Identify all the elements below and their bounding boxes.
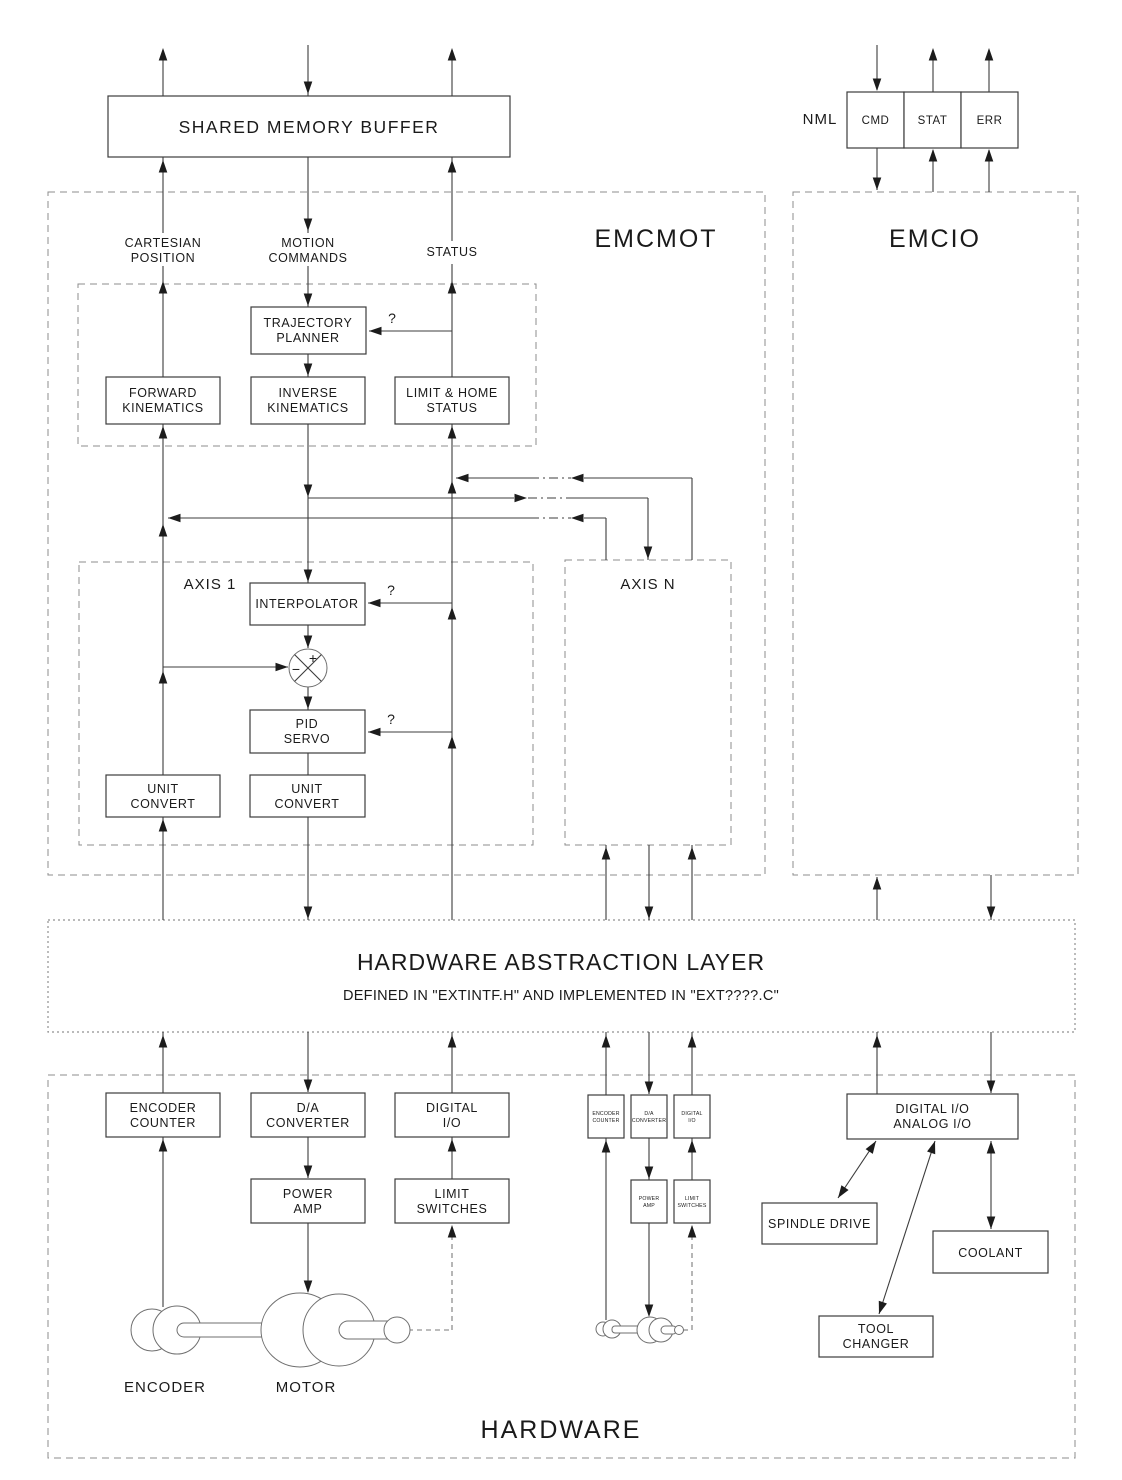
power-amp-box	[251, 1179, 365, 1223]
encoder-motor-drawing	[131, 1293, 410, 1367]
axis1-title: AXIS 1	[183, 576, 237, 593]
power-amp-small-label: AMP	[643, 1203, 655, 1209]
summing-junction	[289, 649, 327, 687]
status-label: STATUS	[426, 245, 478, 259]
digital-analog-io-label: ANALOG I/O	[893, 1117, 972, 1131]
hal-region	[48, 920, 1075, 1032]
unit-convert-label: CONVERT	[274, 797, 340, 811]
emcio-region	[793, 192, 1078, 875]
motion-commands-label: MOTION	[281, 236, 335, 250]
question-mark: ?	[387, 711, 395, 727]
encoder-counter-label: COUNTER	[129, 1116, 197, 1130]
power-amp-label: POWER	[282, 1187, 334, 1201]
digital-io-box	[395, 1093, 509, 1137]
unit-convert-label: CONVERT	[130, 797, 196, 811]
coolant-label: COOLANT	[958, 1246, 1023, 1260]
motor-caption: MOTOR	[275, 1379, 337, 1396]
encoder-counter-box	[106, 1093, 220, 1137]
interpolator-label: INTERPOLATOR	[255, 597, 359, 611]
limit-switches-label: SWITCHES	[416, 1202, 488, 1216]
limit-switches-small-label: SWITCHES	[677, 1203, 707, 1209]
limit-switches-label: LIMIT	[434, 1187, 470, 1201]
pid-servo-label: PID	[295, 717, 319, 731]
motor-shaft-end-icon	[675, 1326, 684, 1335]
axisn-region	[565, 560, 731, 845]
digital-io-label: I/O	[442, 1116, 462, 1130]
dash-dot-segments	[528, 478, 571, 518]
limit-switches-small-label: LIMIT	[684, 1196, 700, 1202]
limit-switches-box	[395, 1179, 509, 1223]
encoder-counter-small-label: COUNTER	[592, 1118, 620, 1124]
question-mark: ?	[388, 310, 396, 326]
nml-label: NML	[802, 111, 838, 128]
tool-changer-label: TOOL	[857, 1322, 895, 1336]
emcio-title: EMCIO	[889, 225, 981, 253]
digital-io-small-label: DIGITAL	[681, 1111, 703, 1117]
encoder-counter-label: ENCODER	[129, 1101, 197, 1115]
motor-shaft-end-icon	[384, 1317, 410, 1343]
da-converter-box	[251, 1093, 365, 1137]
emcmot-title: EMCMOT	[594, 225, 718, 253]
limit-home-status-label: LIMIT & HOME	[406, 386, 498, 400]
emcmot-region	[48, 192, 765, 875]
limit-home-status-label: STATUS	[426, 401, 478, 415]
inverse-kinematics-label: KINEMATICS	[267, 401, 349, 415]
power-amp-label: AMP	[293, 1202, 323, 1216]
cmd-label: CMD	[861, 115, 890, 127]
forward-kinematics-label: KINEMATICS	[122, 401, 204, 415]
minus-sign: −	[291, 661, 301, 677]
encoder-caption: ENCODER	[123, 1379, 207, 1396]
digital-io-small-label: I/O	[688, 1118, 696, 1124]
motion-commands-label: COMMANDS	[268, 251, 348, 265]
unit-convert-label: UNIT	[291, 782, 323, 796]
digital-analog-io-label: DIGITAL I/O	[895, 1102, 970, 1116]
hardware-title: HARDWARE	[480, 1416, 642, 1444]
hal-title: HARDWARE ABSTRACTION LAYER	[356, 949, 766, 975]
tool-changer-label: CHANGER	[842, 1337, 910, 1351]
unit-convert-label: UNIT	[147, 782, 179, 796]
encoder-motor-drawing-small	[596, 1317, 684, 1343]
da-converter-label: CONVERTER	[266, 1116, 350, 1130]
stat-label: STAT	[917, 115, 948, 127]
trajectory-planner-label: TRAJECTORY	[263, 316, 353, 330]
da-converter-small-label: CONVERTER	[631, 1118, 667, 1124]
cartesian-position-label: POSITION	[130, 251, 196, 265]
da-converter-small-label: D/A	[644, 1111, 654, 1117]
hal-subtitle: DEFINED IN "EXTINTF.H" AND IMPLEMENTED IN "EXT????.C"	[342, 988, 780, 1004]
cartesian-position-label: CARTESIAN	[124, 236, 202, 250]
encoder-counter-small-label: ENCODER	[592, 1111, 620, 1117]
spindle-drive-label: SPINDLE DRIVE	[768, 1217, 871, 1231]
err-label: ERR	[976, 115, 1003, 127]
axisn-title: AXIS N	[620, 576, 676, 593]
forward-kinematics-label: FORWARD	[128, 386, 198, 400]
boxes	[106, 92, 1048, 1357]
shared-memory-buffer-label: SHARED MEMORY BUFFER	[178, 117, 440, 137]
plus-sign: +	[308, 650, 318, 666]
inverse-kinematics-label: INVERSE	[278, 386, 338, 400]
trajectory-planner-label: PLANNER	[276, 331, 340, 345]
digital-io-label: DIGITAL	[426, 1101, 478, 1115]
power-amp-small-label: POWER	[638, 1196, 660, 1202]
da-converter-label: D/A	[296, 1101, 320, 1115]
question-mark: ?	[387, 582, 395, 598]
pid-servo-label: SERVO	[283, 732, 331, 746]
